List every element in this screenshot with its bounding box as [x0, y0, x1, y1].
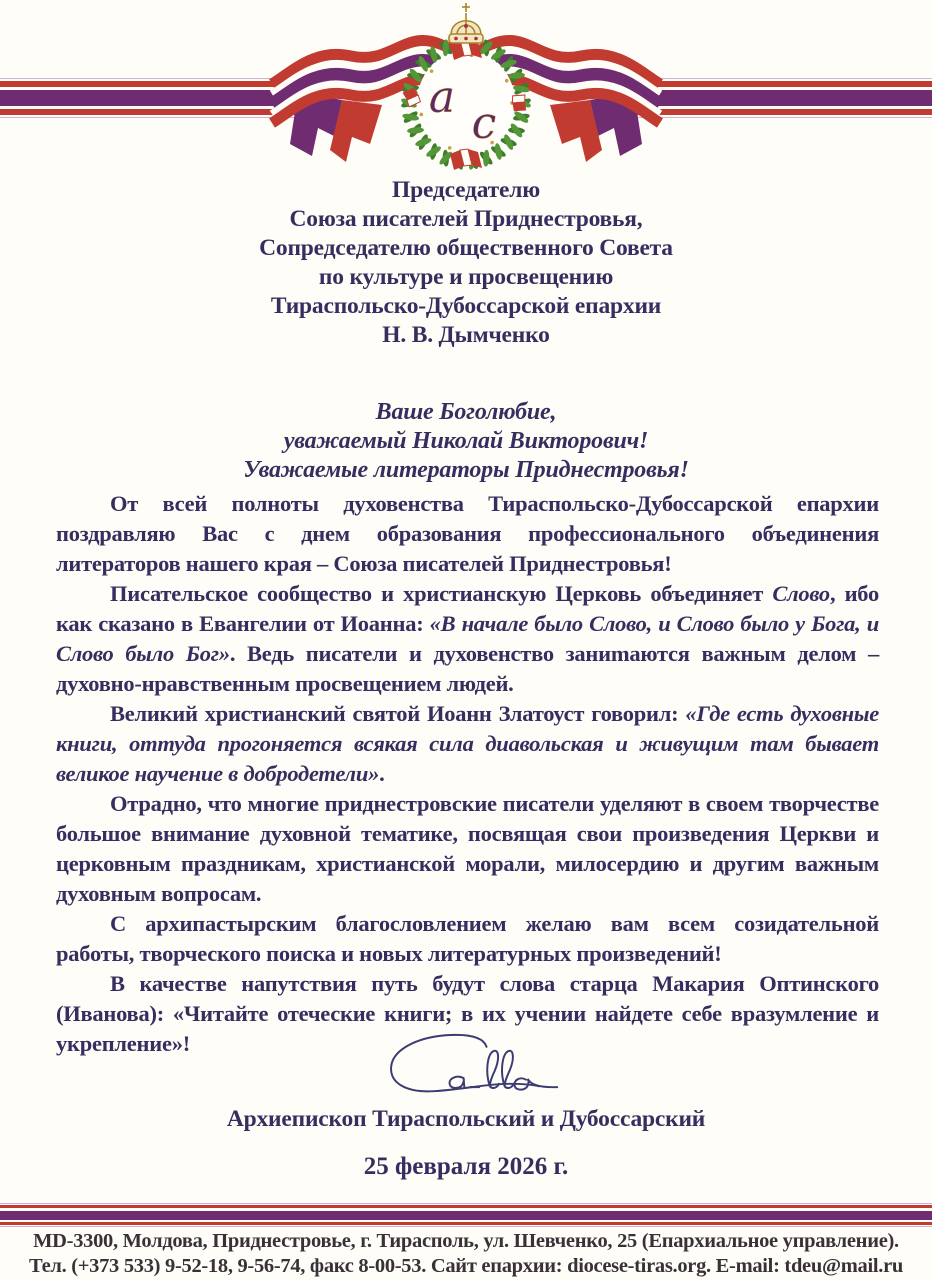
letter-date: 25 февраля 2026 г. [363, 1153, 569, 1180]
stripe-purple [0, 1211, 932, 1220]
addressee-line: по культуре и просвещению [318, 264, 614, 290]
body-paragraph: От всей полноты духовенства Тираспольско-Дубоссарской епархии поздравляю Вас с днем образования профессионального объединения литераторов нашего края – Союза писателей Приднестровья! [56, 491, 879, 576]
monogram-letter-a: а [428, 72, 456, 123]
body-paragraph: Великий христианский святой Иоанн Златоуст говорил: «Где есть духовные книги, оттуда прогоняется всякая сила диавольская и живущим там бывает великое научение в добродетели». [56, 701, 879, 786]
signer-title: Архиепископ Тираспольский и Дубоссарский [226, 1106, 706, 1132]
signature-autograph [341, 1032, 591, 1106]
salutation-line: Уважаемые литераторы Приднестровья! [243, 457, 689, 483]
salutation-block [0, 398, 932, 485]
footer-stripe-band [0, 1203, 932, 1227]
footer-phones: Тел. (+373 533) 9-52-18, 9-56-74, факс 8-00-53. Сайт епархии: diocese-tiras.org. E-mail: tdeu@mail.ru [29, 1255, 903, 1277]
footer-address: MD-3300, Молдова, Приднестровье, г. Тирасполь, ул. Шевченко, 25 (Епархиальное управление). [33, 1230, 899, 1252]
stripe-lavender-bottom [0, 1226, 932, 1227]
salutation-line: Ваше Боголюбие, [375, 399, 557, 425]
signature-block [0, 1032, 932, 1132]
addressee-line: Союза писателей Приднестровья, [289, 206, 643, 232]
addressee-line: Председателю [392, 177, 540, 203]
body-paragraph: С архипастырским благословлением желаю вам всем созидательной работы, творческого поиска и новых литературных произведений! [56, 911, 879, 966]
addressee-line: Тираспольско-Дубоссарской епархии [270, 293, 662, 319]
body-paragraph: Писательское сообщество и христианскую Церковь объединяет Слово, ибо как сказано в Евангелии от Иоанна: «В начале было Слово, и Слово было у Бога, и Слово было Бог». Ведь писатели и духовенство заниmаются важным делом – духовно-нравственным просвещением людей. [56, 581, 879, 696]
body-paragraph: Отрадно, что многие приднестровские писатели уделяют в своем творчестве большое внимание духовной тематике, посвящая свои произведения Церкви и церковным праздникам, христианской морали, милосердию и другим важным духовным вопросам. [56, 791, 879, 906]
addressee-block [0, 176, 932, 350]
eparchy-emblem [246, 0, 686, 174]
addressee-name: Н. В. Дымченко [382, 322, 550, 348]
body-paragraph: В качестве напутствия путь будут слова старца Макария Оптинского (Иванова): «Читайте отеческие книги; в их учении найдете себе вразумление и укрепление»! [56, 971, 879, 1056]
salutation-line: уважаемый Николай Викторович! [283, 428, 649, 454]
addressee-line: Сопредседателю общественного Совета [259, 235, 673, 261]
crown-icon [449, 3, 483, 43]
footer-contact [0, 1229, 932, 1279]
letter-body [56, 489, 879, 1059]
monogram-letter-c: с [471, 98, 497, 149]
